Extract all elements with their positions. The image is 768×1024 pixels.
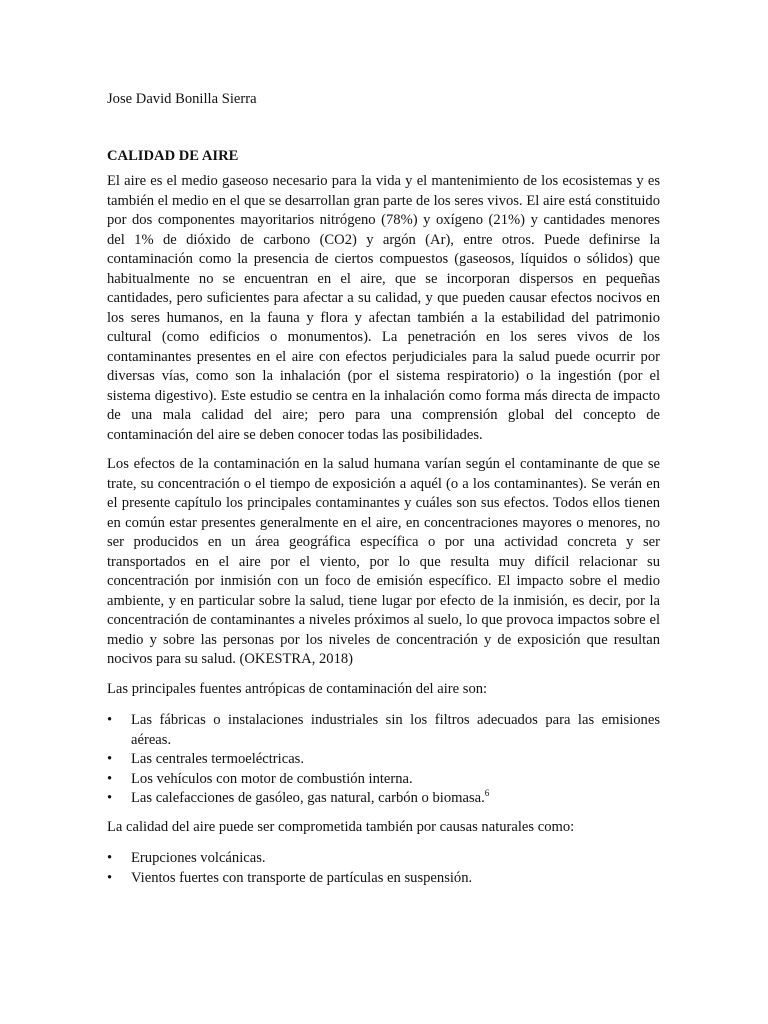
list-item: • Las fábricas o instalaciones industriales sin los filtros adecuados para las emisiones aéreas. <box>107 711 660 750</box>
list-item: • Los vehículos con motor de combustión interna. <box>107 770 660 790</box>
list-item: • Las centrales termoeléctricas. <box>107 750 660 770</box>
document-title: CALIDAD DE AIRE <box>107 147 239 164</box>
paragraph-air-definition: El aire es el medio gaseoso necesario para la vida y el mantenimiento de los ecosistemas y es también el medio en el que se desarrollan gran parte de los seres vivos. El aire está constituido por dos componentes mayoritarios nitrógeno (78%) y oxígeno (21%) y cantidades menores del 1% de dióxido de carbono (CO2) y argón (Ar), entre otros. Puede definirse la contaminación como la presencia de ciertos compuestos (gaseosos, líquidos o sólidos) que habitualmente no se encuentran en el aire, que se incorporan dispersos en pequeñas cantidades, pero suficientes para afectar a su calidad, y que pueden causar efectos nocivos en los seres humanos, en la fauna y flora y afectan también a la estabilidad del patrimonio cultural (como edificios o monumentos). La penetración en los seres vivos de los contaminantes presentes en el aire con efectos perjudiciales para la salud puede ocurrir por diversas vías, como son la inhalación (por el sistema respiratorio) o la ingestión (por el sistema digestivo). Este estudio se centra en la inhalación como forma más directa de impacto de una mala calidad del aire; pero para una comprensión global del concepto de contaminación del aire se deben conocer todas las posibilidades. <box>107 173 660 443</box>
author-name: Jose David Bonilla Sierra <box>107 91 257 107</box>
anthropic-sources-list <box>107 711 660 809</box>
anthropic-sources-intro: Las principales fuentes antrópicas de contaminación del aire son: <box>107 680 488 697</box>
list-item: • Vientos fuertes con transporte de partículas en suspensión. <box>107 869 660 889</box>
natural-sources-intro: La calidad del aire puede ser comprometida también por causas naturales como: <box>107 818 575 835</box>
list-item: • Las calefacciones de gasóleo, gas natural, carbón o biomasa.$^6$ <box>107 789 660 809</box>
document-page <box>107 90 660 897</box>
natural-sources-list <box>107 849 660 888</box>
footnote-reference: 6 <box>484 788 490 799</box>
list-item: • Erupciones volcánicas. <box>107 849 660 869</box>
paragraph-health-effects: Los efectos de la contaminación en la salud humana varían según el contaminante de que se trate, su concentración o el tiempo de exposición a aquél (o a los contaminantes). Se verán en el presente capítulo los principales contaminantes y cuáles son sus efectos. Todos ellos tienen en común estar presentes generalmente en el aire, en concentraciones mayores o menores, no ser producidos en un área geográfica específica o por una actividad concreta y ser transportados en el aire por el viento, por lo que resulta muy difícil relacionar su concentración por inmisión con un foco de emisión específico. El impacto sobre el medio ambiente, y en particular sobre la salud, tiene lugar por efecto de la inmisión, es decir, por la concentración de contaminantes a niveles próximos al suelo, lo que provoca impactos sobre el medio y sobre las personas por los niveles de concentración y de exposición que resultan nocivos para su salud. (OKESTRA, 2018) <box>107 456 660 667</box>
